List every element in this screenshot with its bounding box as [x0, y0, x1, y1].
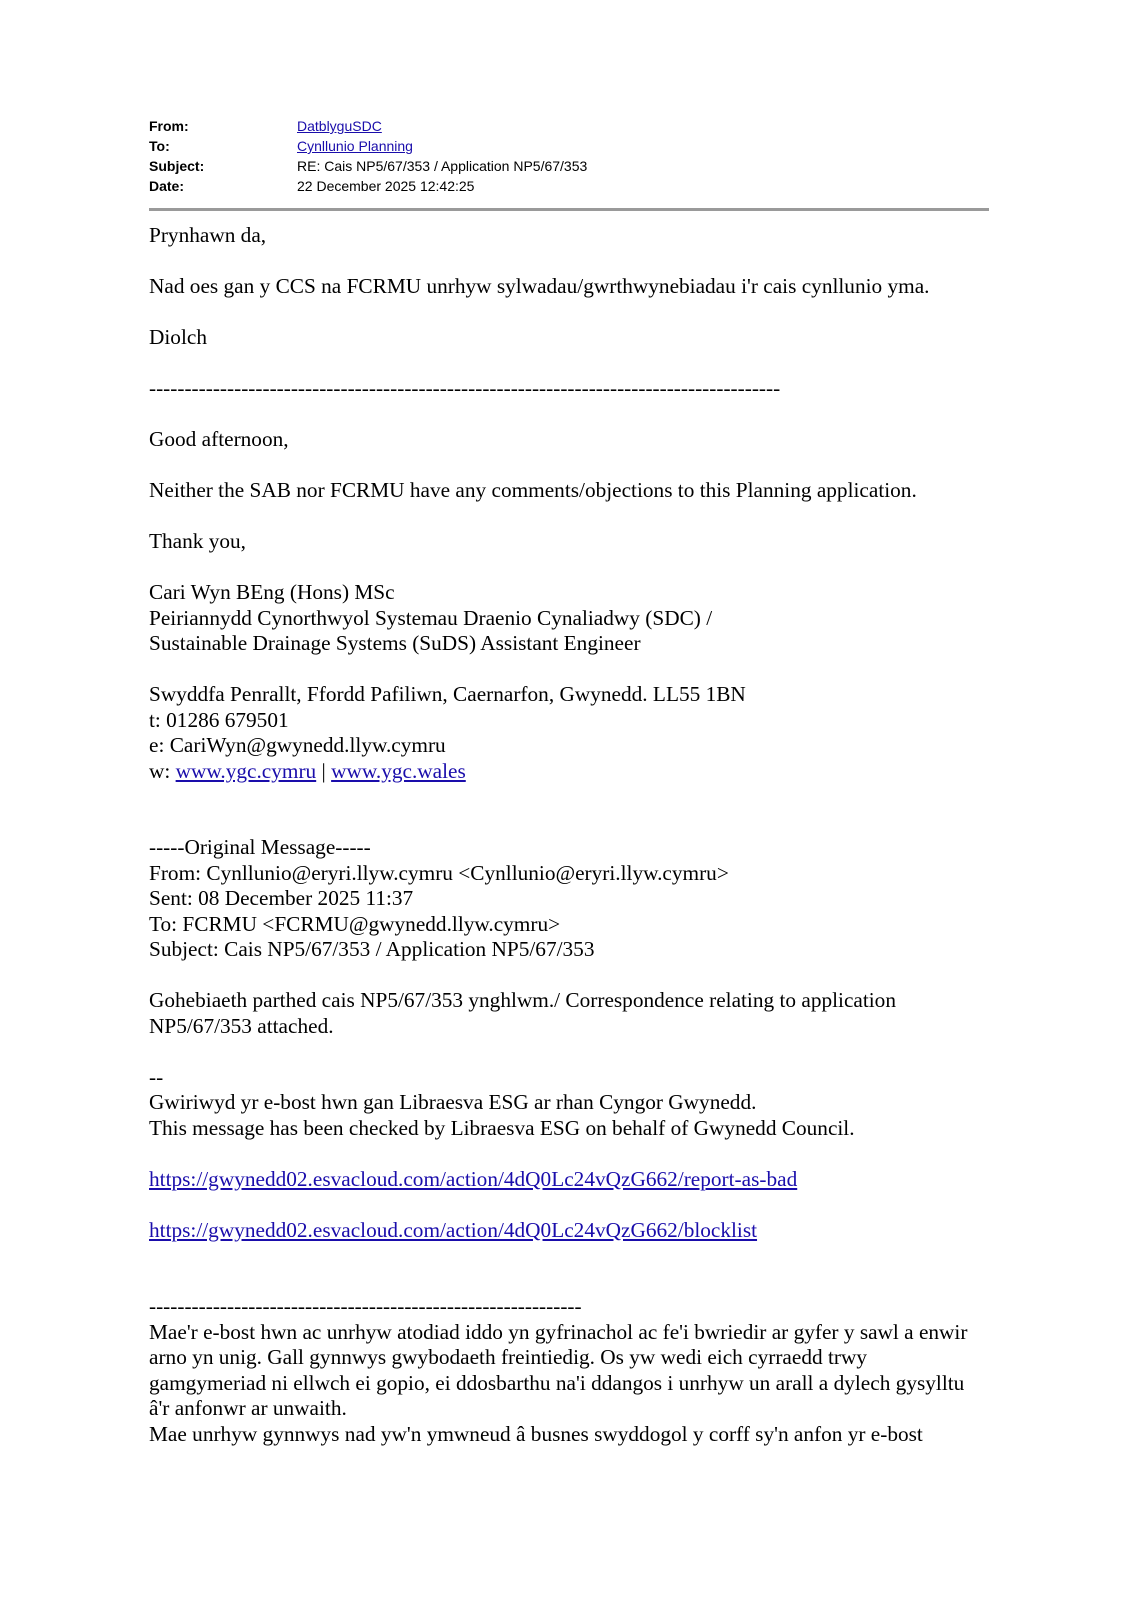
signature-email: e: CariWyn@gwynedd.llyw.cymru	[149, 733, 446, 757]
signature-phone: t: 01286 679501	[149, 707, 289, 732]
from-sender-link[interactable]: DatblyguSDC	[297, 118, 382, 134]
original-body: Gohebiaeth parthed cais NP5/67/353 ynghlwm./ Correspondence relating to application NP5/67/353 attached.	[149, 988, 896, 1038]
report-as-bad-link[interactable]: https://gwynedd02.esvacloud.com/action/4dQ0Lc24vQzG662/report-as-bad	[149, 1166, 798, 1191]
english-greeting: Good afternoon,	[149, 427, 289, 451]
header-to-row	[149, 136, 989, 156]
signature-title-welsh: Peiriannydd Cynorthwyol Systemau Draenio Cynaliadwy (SDC) /	[149, 605, 713, 630]
blocklist-link[interactable]: https://gwynedd02.esvacloud.com/action/4dQ0Lc24vQzG662/blocklist	[149, 1217, 758, 1242]
original-message-heading: -----Original Message-----	[149, 835, 371, 859]
english-signoff: Thank you,	[149, 529, 247, 553]
original-subject: Subject: Cais NP5/67/353 / Application NP5/67/353	[149, 937, 595, 961]
original-from: From: Cynllunio@eryri.llyw.cymru <Cynllunio@eryri.llyw.cymru>	[149, 860, 729, 885]
signature-web	[149, 759, 989, 785]
welsh-signoff: Diolch	[149, 325, 207, 349]
web-separator: |	[316, 758, 332, 783]
signature-delimiter: --	[149, 1064, 164, 1089]
blocklist-link-row	[149, 1218, 989, 1244]
welsh-greeting: Prynhawn da,	[149, 223, 267, 247]
report-link-row	[149, 1167, 989, 1193]
header-divider	[149, 208, 989, 211]
email-header	[149, 116, 989, 196]
subject-value: RE: Cais NP5/67/353 / Application NP5/67/353	[297, 158, 588, 174]
checked-english: This message has been checked by Libraesva ESG on behalf of Gwynedd Council.	[149, 1115, 855, 1140]
english-message: Neither the SAB nor FCRMU have any comments/objections to this Planning application.	[149, 478, 917, 502]
signature-name: Cari Wyn BEng (Hons) MSc	[149, 580, 395, 604]
date-label: Date:	[149, 178, 185, 194]
disclaimer-paragraph-2: Mae unrhyw gynnwys nad yw'n ymwneud â busnes swyddogol y corff sy'n anfon yr e-bost	[149, 1421, 923, 1446]
checked-welsh: Gwiriwyd yr e-bost hwn gan Libraesva ESG ar rhan Cyngor Gwynedd.	[149, 1090, 757, 1114]
from-label: From:	[149, 118, 189, 134]
web-prefix: w:	[149, 758, 176, 783]
long-separator: -----------------------------------------------------------------------------------------	[149, 376, 781, 400]
web-link-cymru[interactable]: www.ygc.cymru	[175, 758, 317, 783]
welsh-message: Nad oes gan y CCS na FCRMU unrhyw sylwadau/gwrthwynebiadau i'r cais cynllunio yma.	[149, 274, 930, 298]
email-body	[149, 223, 989, 1447]
header-date-row	[149, 176, 989, 196]
header-subject-row	[149, 156, 989, 176]
to-label: To:	[149, 138, 170, 154]
original-sent: Sent: 08 December 2025 11:37	[149, 886, 414, 910]
to-recipient-link[interactable]: Cynllunio Planning	[297, 138, 413, 154]
date-value: 22 December 2025 12:42:25	[297, 178, 475, 194]
subject-label: Subject:	[149, 158, 205, 174]
signature-address: Swyddfa Penrallt, Ffordd Pafiliwn, Caernarfon, Gwynedd. LL55 1BN	[149, 682, 746, 706]
original-to: To: FCRMU <FCRMU@gwynedd.llyw.cymru>	[149, 911, 561, 936]
signature-title-english: Sustainable Drainage Systems (SuDS) Assistant Engineer	[149, 631, 641, 655]
short-separator: -------------------------------------------------------------	[149, 1294, 582, 1318]
header-from-row	[149, 116, 989, 136]
web-link-wales[interactable]: www.ygc.wales	[331, 758, 466, 783]
disclaimer-paragraph-1: Mae'r e-bost hwn ac unrhyw atodiad iddo yn gyfrinachol ac fe'i bwriedir ar gyfer y sawl a enwir arno yn unig. Gall gynnwys gwybodaeth freintiedig. Os yw wedi eich cyrraedd trwy gamgymeriad ni ellwch ei gopio, ei ddosbarthu na'i ddangos i unrhyw un arall a dylech gysylltu â'r anfonwr ar unwaith.	[149, 1319, 968, 1420]
